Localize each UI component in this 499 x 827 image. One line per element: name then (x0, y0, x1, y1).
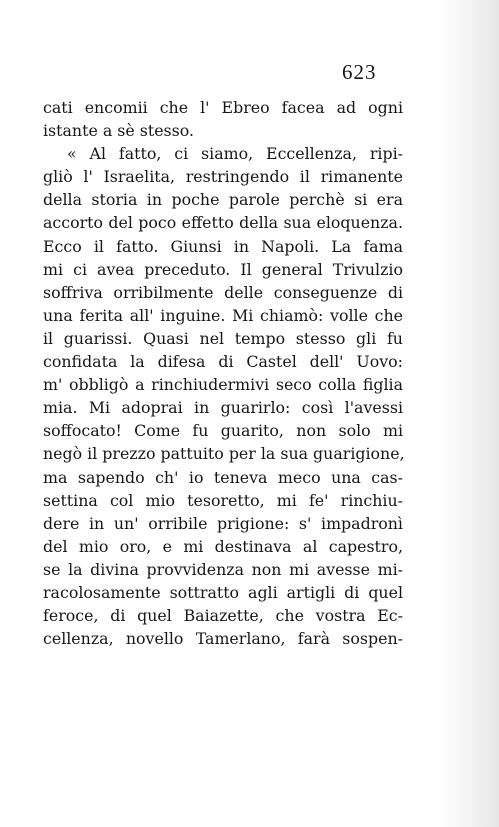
text-line: m' obbligò a rinchiudermivi seco colla figlia (43, 375, 403, 395)
text-line: se la divina provvidenza non mi avesse mi- (43, 559, 403, 579)
text-line: cellenza, novello Tamerlano, farà sospen- (43, 629, 403, 649)
text-line: della storia in poche parole perchè si era (43, 190, 403, 210)
text-line: il guarissi. Quasi nel tempo stesso gli fu (43, 328, 403, 348)
text-line: confidata la difesa di Castel dell' Uovo: (43, 352, 403, 372)
text-line: soffriva orribilmente delle conseguenze di (43, 282, 403, 302)
text-line: mia. Mi adoprai in guarirlo: così l'avessi (43, 398, 403, 418)
text-line: negò il prezzo pattuito per la sua guarigione, (43, 444, 405, 464)
text-line: mi ci avea preceduto. Il general Trivulzio (43, 259, 403, 279)
body-text (43, 96, 403, 650)
text-line: istante a sè stesso. (43, 121, 195, 141)
text-line: racolosamente sottratto agli artigli di quel (43, 582, 403, 602)
text-line: Ecco il fatto. Giunsi in Napoli. La fama (43, 236, 403, 256)
text-line: ma sapendo ch' io teneva meco una cas- (43, 467, 403, 487)
text-line: gliò l' Israelita, restringendo il rimanente (43, 167, 403, 187)
text-line: soffocato! Come fu guarito, non solo mi (43, 421, 403, 441)
page-number: 623 (342, 60, 377, 84)
text-line: « Al fatto, ci siamo, Eccellenza, ripi- (67, 144, 403, 164)
text-line: settina col mio tesoretto, mi fe' rinchiu- (43, 490, 403, 510)
text-line: feroce, di quel Baiazette, che vostra Ec- (43, 606, 403, 626)
text-line: cati encomii che l' Ebreo facea ad ogni (43, 98, 403, 117)
text-line: dere in un' orribile prigione: s' impadronì (43, 513, 403, 533)
text-line: una ferita all' inguine. Mi chiamò: volle che (43, 305, 403, 325)
text-line: del mio oro, e mi destinava al capestro, (43, 536, 403, 556)
text-line: accorto del poco effetto della sua eloquenza. (43, 213, 403, 233)
